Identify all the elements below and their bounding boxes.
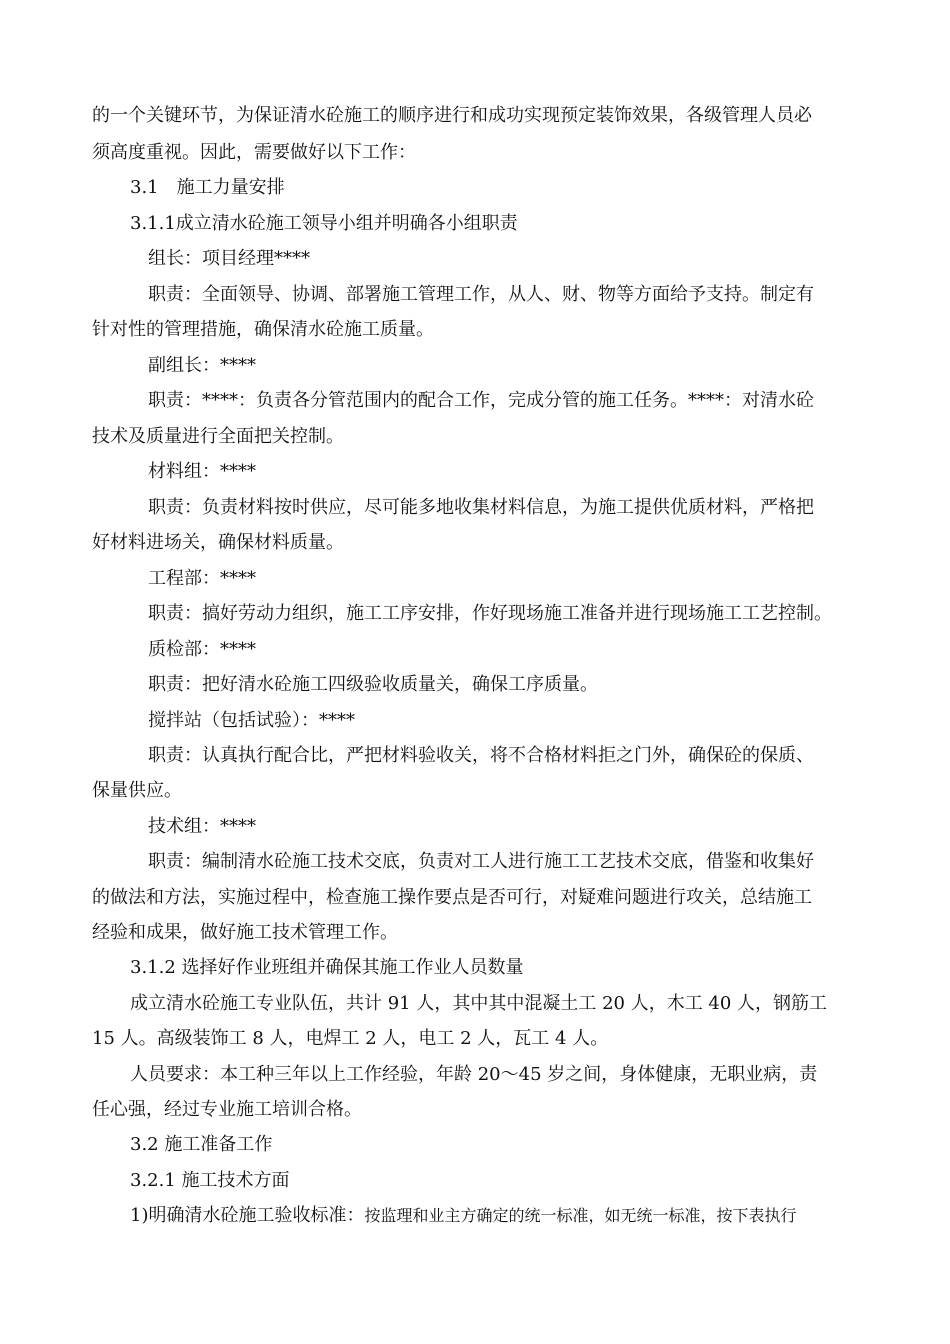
paragraph-line: 职责：全面领导、协调、部署施工管理工作，从人、财、物等方面给予支持。制定有 <box>148 284 814 305</box>
paragraph-line: 成立清水砼施工专业队伍，共计 91 人，其中其中混凝土工 20 人，木工 40 人，钢筋工 <box>130 993 828 1014</box>
paragraph-line: 的做法和方法，实施过程中，检查施工操作要点是否可行，对疑难问题进行攻关，总结施工 <box>92 887 812 908</box>
list-item-detail: 按监理和业主方确定的统一标准，如无统一标准，按下表执行 <box>364 1206 797 1225</box>
paragraph-line: 15 人。高级装饰工 8 人，电焊工 2 人，电工 2 人，瓦工 4 人。 <box>92 1028 609 1049</box>
paragraph-line: 须高度重视。因此，需要做好以下工作： <box>92 142 416 163</box>
paragraph-line: 的一个关键环节，为保证清水砼施工的顺序进行和成功实现预定装饰效果，各级管理人员必 <box>92 105 812 126</box>
paragraph-line: 职责：编制清水砼施工技术交底，负责对工人进行施工工艺技术交底，借鉴和收集好 <box>148 851 814 872</box>
subsection-heading: 3.1.2 选择好作业班组并确保其施工作业人员数量 <box>130 957 524 978</box>
role-label: 副组长：**** <box>148 355 256 376</box>
paragraph-line: 职责：****：负责各分管范围内的配合工作，完成分管的施工任务。****：对清水砼 <box>148 390 814 411</box>
paragraph-line: 经验和成果，做好施工技术管理工作。 <box>92 922 398 943</box>
role-label: 材料组：**** <box>148 461 256 482</box>
paragraph-line: 人员要求：本工种三年以上工作经验，年龄 20～45 岁之间，身体健康，无职业病，责 <box>130 1064 818 1085</box>
role-label: 组长：项目经理**** <box>148 248 310 269</box>
paragraph-line: 职责：把好清水砼施工四级验收质量关，确保工序质量。 <box>148 674 598 695</box>
role-label: 技术组：**** <box>148 816 256 837</box>
paragraph-line: 技术及质量进行全面把关控制。 <box>92 426 344 447</box>
paragraph-line: 任心强，经过专业施工培训合格。 <box>92 1099 362 1120</box>
paragraph-line: 针对性的管理措施，确保清水砼施工质量。 <box>92 319 434 340</box>
paragraph-line: 好材料进场关，确保材料质量。 <box>92 532 344 553</box>
section-heading: 3.2 施工准备工作 <box>130 1134 273 1155</box>
paragraph-line: 职责：负责材料按时供应，尽可能多地收集材料信息，为施工提供优质材料，严格把 <box>148 497 814 518</box>
subsection-heading: 3.2.1 施工技术方面 <box>130 1170 290 1191</box>
list-item-title: 1)明确清水砼施工验收标准： <box>130 1205 365 1226</box>
role-label: 工程部：**** <box>148 568 256 589</box>
paragraph-line: 职责：搞好劳动力组织，施工工序安排，作好现场施工准备并进行现场施工工艺控制。 <box>148 603 832 624</box>
list-item <box>130 1204 797 1228</box>
role-label: 搅拌站（包括试验）：**** <box>148 710 355 731</box>
section-heading: 3.1 施工力量安排 <box>130 177 285 198</box>
role-label: 质检部：**** <box>148 639 256 660</box>
paragraph-line: 职责：认真执行配合比，严把材料验收关，将不合格材料拒之门外，确保砼的保质、 <box>148 745 814 766</box>
subsection-heading: 3.1.1成立清水砼施工领导小组并明确各小组职责 <box>130 213 518 234</box>
paragraph-line: 保量供应。 <box>92 780 182 801</box>
